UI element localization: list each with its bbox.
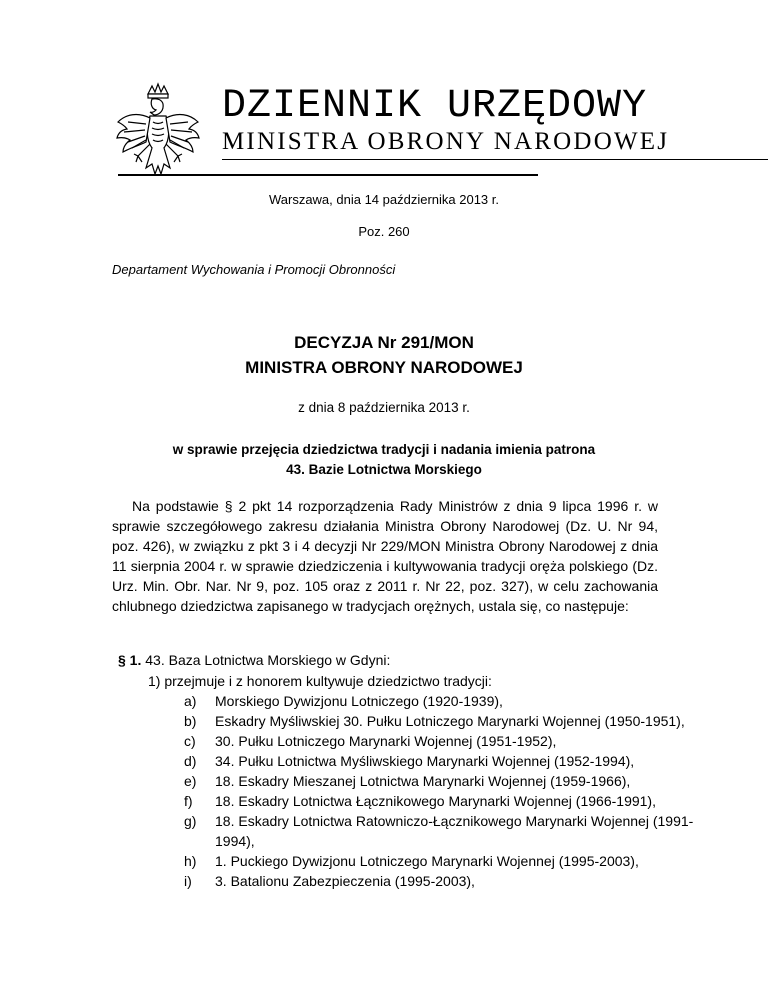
decision-title-line2: MINISTRA OBRONY NARODOWEJ (245, 358, 523, 377)
list-letter: h) (184, 853, 197, 869)
list-item (184, 691, 704, 711)
decision-title-line1: DECYZJA Nr 291/MON (294, 333, 474, 352)
list-text: 18. Eskadry Lotnictwa Ratowniczo-Łącznikowego Marynarki Wojennej (1991-1994), (215, 813, 694, 849)
list-item (184, 711, 704, 731)
header-divider (118, 174, 538, 176)
decision-subject (0, 440, 768, 480)
list-text: Morskiego Dywizjonu Lotniczego (1920-1939), (215, 693, 503, 709)
list-item (184, 751, 704, 771)
list-letter: c) (184, 733, 196, 749)
department-name: Departament Wychowania i Promocji Obronności (112, 262, 396, 277)
journal-subtitle: MINISTRA OBRONY NARODOWEJ (222, 128, 670, 155)
list-text: 3. Batalionu Zabezpieczenia (1995-2003), (215, 873, 475, 889)
list-text: 18. Eskadry Mieszanej Lotnictwa Marynarki Wojennej (1959-1966), (215, 773, 631, 789)
header-rule (222, 159, 768, 160)
list-letter: e) (184, 773, 197, 789)
list-letter: a) (184, 693, 197, 709)
position-number: Poz. 260 (358, 224, 410, 239)
list-text: 1. Puckiego Dywizjonu Lotniczego Marynarki Wojennej (1995-2003), (215, 853, 639, 869)
list-letter: f) (184, 793, 193, 809)
section-text: 43. Baza Lotnictwa Morskiego w Gdyni: (145, 652, 391, 668)
list-text: 30. Pułku Lotniczego Marynarki Wojennej (1951-1952), (215, 733, 557, 749)
list-letter: d) (184, 753, 197, 769)
list-item (184, 791, 704, 811)
list-letter: g) (184, 813, 197, 829)
list-letter: b) (184, 713, 197, 729)
list-item (184, 851, 704, 871)
list-item (184, 771, 704, 791)
decision-date: z dnia 8 października 2013 r. (298, 400, 470, 415)
section-mark: § 1. (118, 652, 142, 668)
list-letter: i) (184, 873, 192, 889)
dateline: Warszawa, dnia 14 października 2013 r. (268, 192, 500, 207)
preamble-paragraph: Na podstawie § 2 pkt 14 rozporządzenia Rady Ministrów z dnia 9 lipca 1996 r. w sprawie szczegółowego zakresu działania Ministra Obrony Narodowej (Dz. U. Nr 94, poz. 426), w związku z pkt 3 i 4 decyzji Nr 229/MON Ministra Obrony Narodowej z dnia 11 sierpnia 2004 r. w sprawie dziedziczenia i kultywowania tradycji oręża polskiego (Dz. Urz. Min. Obr. Nar. Nr 9, poz. 105 oraz z 2011 r. Nr 22, poz. 327), w celu zachowania chlubnego dziedzictwa zapisanego w tradycjach orężnych, ustala się, co następuje: (112, 498, 658, 614)
decision-title (0, 330, 768, 380)
section-1 (118, 650, 390, 670)
decision-subject-line1: w sprawie przejęcia dziedzictwa tradycji i nadania imienia patrona (172, 442, 596, 457)
polish-eagle-emblem (108, 82, 208, 182)
list-item (184, 871, 704, 891)
list-text: 18. Eskadry Lotnictwa Łącznikowego Marynarki Wojennej (1966-1991), (215, 793, 656, 809)
list-item (184, 731, 704, 751)
list-text: Eskadry Myśliwskiej 30. Pułku Lotniczego Marynarki Wojennej (1950-1951), (215, 713, 685, 729)
journal-title: DZIENNIK URZĘDOWY (222, 84, 648, 129)
list-item (184, 811, 704, 851)
masthead (108, 82, 698, 182)
tradition-list (184, 691, 704, 891)
decision-subject-line2: 43. Bazie Lotnictwa Morskiego (286, 462, 482, 477)
list-text: 34. Pułku Lotnictwa Myśliwskiego Marynarki Wojennej (1952-1994), (215, 753, 635, 769)
item-1: 1) przejmuje i z honorem kultywuje dziedzictwo tradycji: (148, 673, 492, 689)
